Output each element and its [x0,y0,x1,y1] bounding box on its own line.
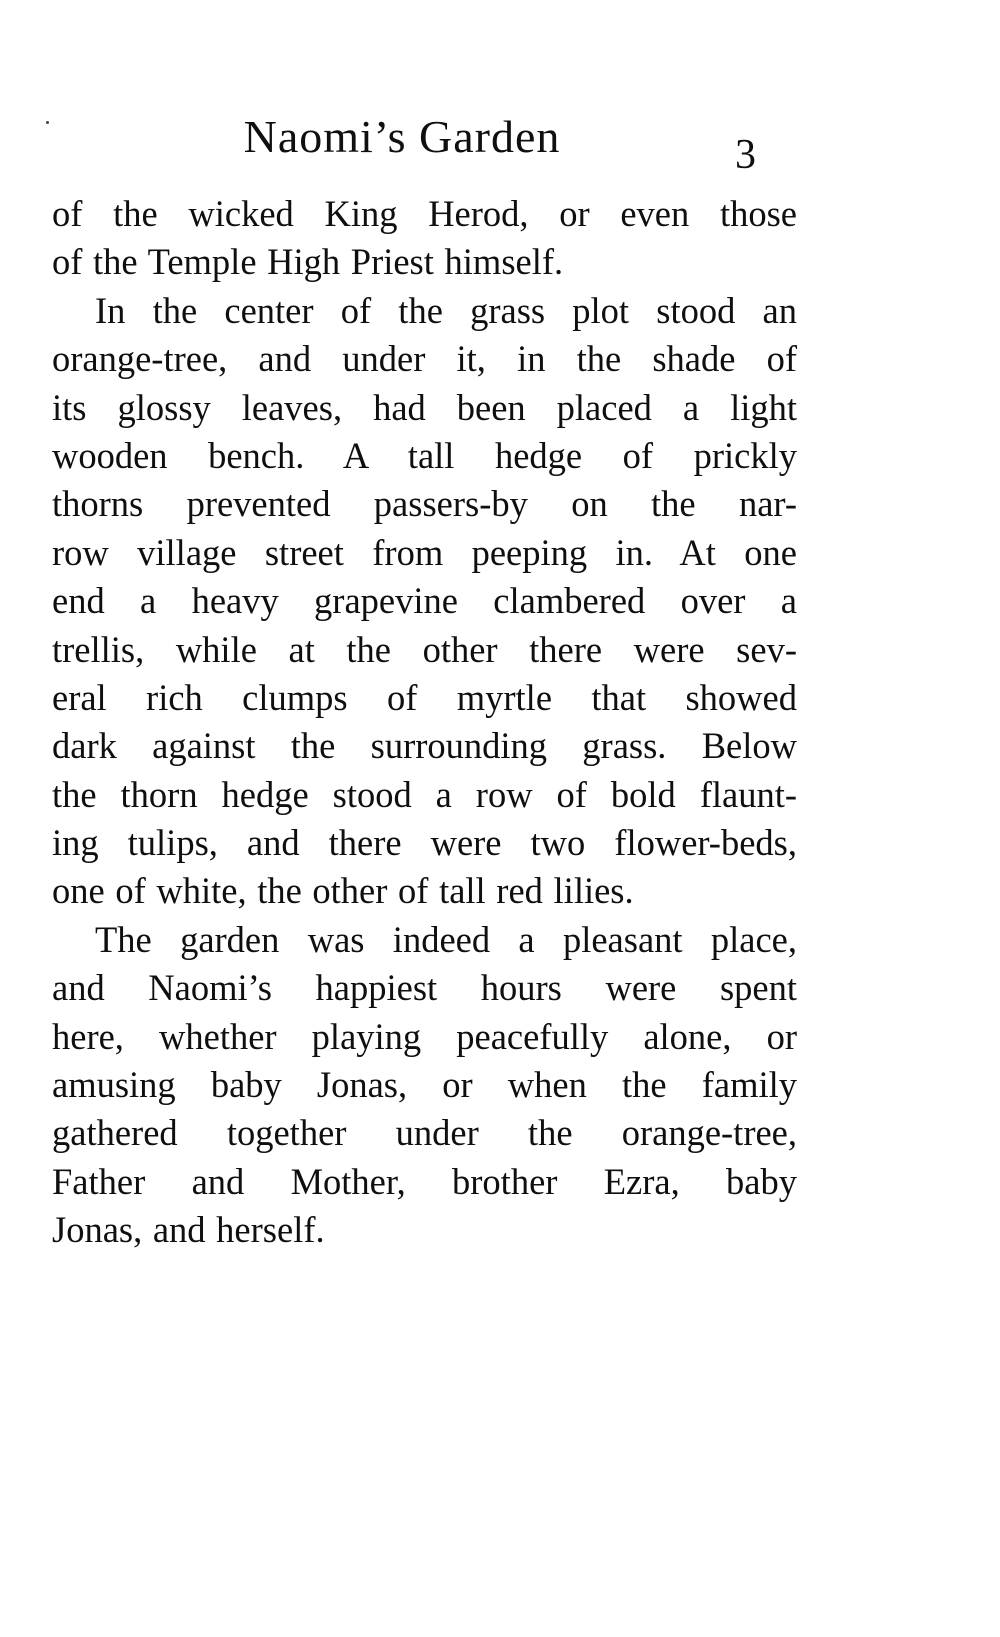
text-line: trellis, while at the other there were sev- [52,628,797,670]
text-line: the thorn hedge stood a row of bold flaunt- [52,773,797,815]
text-line: its glossy leaves, had been placed a light [52,386,797,428]
text-line: ing tulips, and there were two flower-beds, [52,822,797,864]
text-line: here, whether playing peacefully alone, or [52,1015,797,1057]
paragraph [52,190,797,287]
text-line: Jonas, and herself. [52,1209,325,1251]
text-line: Father and Mother, brother Ezra, baby [52,1160,797,1202]
text-line: dark against the surrounding grass. Below [52,725,797,767]
text-line: one of white, the other of tall red lilies. [52,870,634,912]
paragraph [52,916,797,1255]
page-body [52,190,797,1255]
text-line: wooden bench. A tall hedge of prickly [52,434,797,476]
text-line: of the Temple High Priest himself. [52,241,564,283]
text-line: In the center of the grass plot stood an [95,289,797,331]
page-title: Naomi’s Garden [243,111,561,162]
text-line: amusing baby Jonas, or when the family [52,1064,797,1106]
paragraph [52,287,797,916]
text-line: orange-tree, and under it, in the shade of [52,338,797,380]
page-number: 3 [735,132,756,178]
text-line: eral rich clumps of myrtle that showed [52,676,797,718]
text-line: of the wicked King Herod, or even those [52,193,797,234]
text-line: row village street from peeping in. At one [52,531,797,573]
text-line: end a heavy grapevine clambered over a [52,580,797,622]
text-line: thorns prevented passers-by on the nar- [52,483,797,525]
text-line: gathered together under the orange-tree, [52,1112,797,1154]
text-line: and Naomi’s happiest hours were spent [52,967,797,1009]
text-line: The garden was indeed a pleasant place, [95,918,797,960]
scan-speck-artifact [46,121,49,124]
